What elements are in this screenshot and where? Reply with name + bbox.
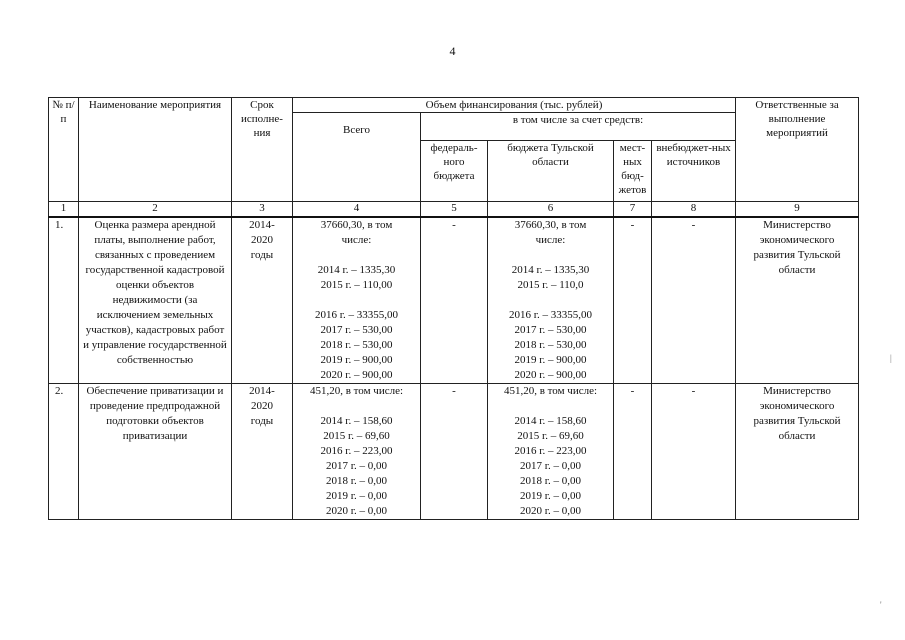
row-name: Оценка размера арендной платы, выполнение работ, связанных с проведением государственной кадастровой оценки объектов недвижимости (за исключением земельных участков), кадастровых работ и управление государственной собственностью bbox=[79, 217, 232, 384]
row-extrabudget: - bbox=[652, 384, 736, 520]
row-name: Обеспечение приватизации и проведение предпродажной подготовки объектов приватизации bbox=[79, 384, 232, 520]
cell-line: 2015 г. – 69,60 bbox=[517, 430, 584, 442]
cell-line bbox=[491, 248, 610, 263]
row-federal: - bbox=[421, 217, 488, 384]
header-name: Наименование мероприятия bbox=[79, 98, 232, 202]
cell-line: 451,20, в том числе: bbox=[309, 385, 404, 397]
scan-mark: ' bbox=[880, 600, 882, 610]
cell-line bbox=[491, 293, 610, 308]
cell-line: 37660,30, в том bbox=[320, 219, 393, 231]
row-regional bbox=[488, 384, 614, 520]
column-number: 1 bbox=[49, 202, 79, 218]
row-total bbox=[293, 217, 421, 384]
cell-line: 2014 г. – 1335,30 bbox=[317, 264, 396, 276]
row-number: 1. bbox=[49, 217, 79, 384]
column-number: 8 bbox=[652, 202, 736, 218]
cell-line: числе: bbox=[341, 234, 372, 246]
cell-line: числе: bbox=[535, 234, 566, 246]
financing-table bbox=[48, 97, 859, 520]
cell-line: 451,20, в том числе: bbox=[503, 385, 598, 397]
cell-line: 2014- bbox=[249, 385, 275, 397]
row-federal: - bbox=[421, 384, 488, 520]
header-total: Всего bbox=[293, 113, 421, 202]
cell-line: 2015 г. – 110,0 bbox=[517, 279, 584, 291]
column-number-row bbox=[49, 202, 859, 218]
row-local: - bbox=[614, 384, 652, 520]
cell-line: 2020 bbox=[251, 234, 273, 246]
cell-line: 2020 г. – 900,00 bbox=[320, 369, 393, 381]
table-row bbox=[49, 384, 859, 520]
row-regional bbox=[488, 217, 614, 384]
cell-line: годы bbox=[250, 249, 274, 261]
column-number: 4 bbox=[293, 202, 421, 218]
cell-line bbox=[491, 399, 610, 414]
cell-line: 2016 г. – 33355,00 bbox=[508, 309, 593, 321]
header-term: Срок исполне-ния bbox=[232, 98, 293, 202]
column-number: 9 bbox=[736, 202, 859, 218]
cell-line: 2018 г. – 530,00 bbox=[514, 339, 587, 351]
cell-line: 2018 г. – 0,00 bbox=[325, 475, 388, 487]
cell-line: 2019 г. – 900,00 bbox=[320, 354, 393, 366]
cell-line: 2019 г. – 0,00 bbox=[519, 490, 582, 502]
column-number: 6 bbox=[488, 202, 614, 218]
cell-line: 2019 г. – 0,00 bbox=[325, 490, 388, 502]
cell-line: 2018 г. – 530,00 bbox=[320, 339, 393, 351]
cell-line: 2018 г. – 0,00 bbox=[519, 475, 582, 487]
page-number: 4 bbox=[449, 44, 456, 58]
header-financing: Объем финансирования (тыс. рублей) bbox=[293, 98, 736, 113]
cell-line: 2017 г. – 530,00 bbox=[320, 324, 393, 336]
cell-line: 2016 г. – 223,00 bbox=[320, 445, 393, 457]
header-num: № п/п bbox=[49, 98, 79, 202]
cell-line: 2014 г. – 158,60 bbox=[514, 415, 587, 427]
cell-line: 2017 г. – 0,00 bbox=[325, 460, 388, 472]
cell-line: 2020 г. – 0,00 bbox=[519, 505, 582, 517]
cell-line: 37660,30, в том bbox=[514, 219, 587, 231]
row-term bbox=[232, 384, 293, 520]
table-row bbox=[49, 217, 859, 384]
cell-line bbox=[296, 248, 417, 263]
cell-line: 2020 г. – 0,00 bbox=[325, 505, 388, 517]
column-number: 7 bbox=[614, 202, 652, 218]
cell-line: 2014- bbox=[249, 219, 275, 231]
header-row-1 bbox=[49, 98, 859, 113]
cell-line: 2015 г. – 110,00 bbox=[320, 279, 393, 291]
row-responsible: Министерство экономического развития Тульской области bbox=[736, 384, 859, 520]
header-regional: бюджета Тульской области bbox=[488, 141, 614, 202]
cell-line: 2017 г. – 530,00 bbox=[514, 324, 587, 336]
cell-line bbox=[296, 293, 417, 308]
row-term bbox=[232, 217, 293, 384]
cell-line: 2014 г. – 1335,30 bbox=[511, 264, 590, 276]
cell-line: 2015 г. – 69,60 bbox=[323, 430, 390, 442]
cell-line: 2020 bbox=[251, 400, 273, 412]
cell-line bbox=[296, 399, 417, 414]
header-federal: федераль-ного бюджета bbox=[421, 141, 488, 202]
row-total bbox=[293, 384, 421, 520]
cell-line: 2017 г. – 0,00 bbox=[519, 460, 582, 472]
column-number: 5 bbox=[421, 202, 488, 218]
column-number: 3 bbox=[232, 202, 293, 218]
cell-line: 2014 г. – 158,60 bbox=[320, 415, 393, 427]
header-including: в том числе за счет средств: bbox=[421, 113, 736, 141]
cell-line: 2019 г. – 900,00 bbox=[514, 354, 587, 366]
header-responsible: Ответственные за выполнение мероприятий bbox=[736, 98, 859, 202]
header-extrabudget: внебюджет-ных источников bbox=[652, 141, 736, 202]
row-number: 2. bbox=[49, 384, 79, 520]
cell-line: 2020 г. – 900,00 bbox=[514, 369, 587, 381]
cell-line: 2016 г. – 33355,00 bbox=[314, 309, 399, 321]
row-responsible: Министерство экономического развития Тульской области bbox=[736, 217, 859, 384]
row-extrabudget: - bbox=[652, 217, 736, 384]
header-local: мест-ных бюд-жетов bbox=[614, 141, 652, 202]
cell-line: 2016 г. – 223,00 bbox=[514, 445, 587, 457]
cell-line: годы bbox=[250, 415, 274, 427]
row-local: - bbox=[614, 217, 652, 384]
scan-mark: | bbox=[890, 353, 892, 363]
column-number: 2 bbox=[79, 202, 232, 218]
